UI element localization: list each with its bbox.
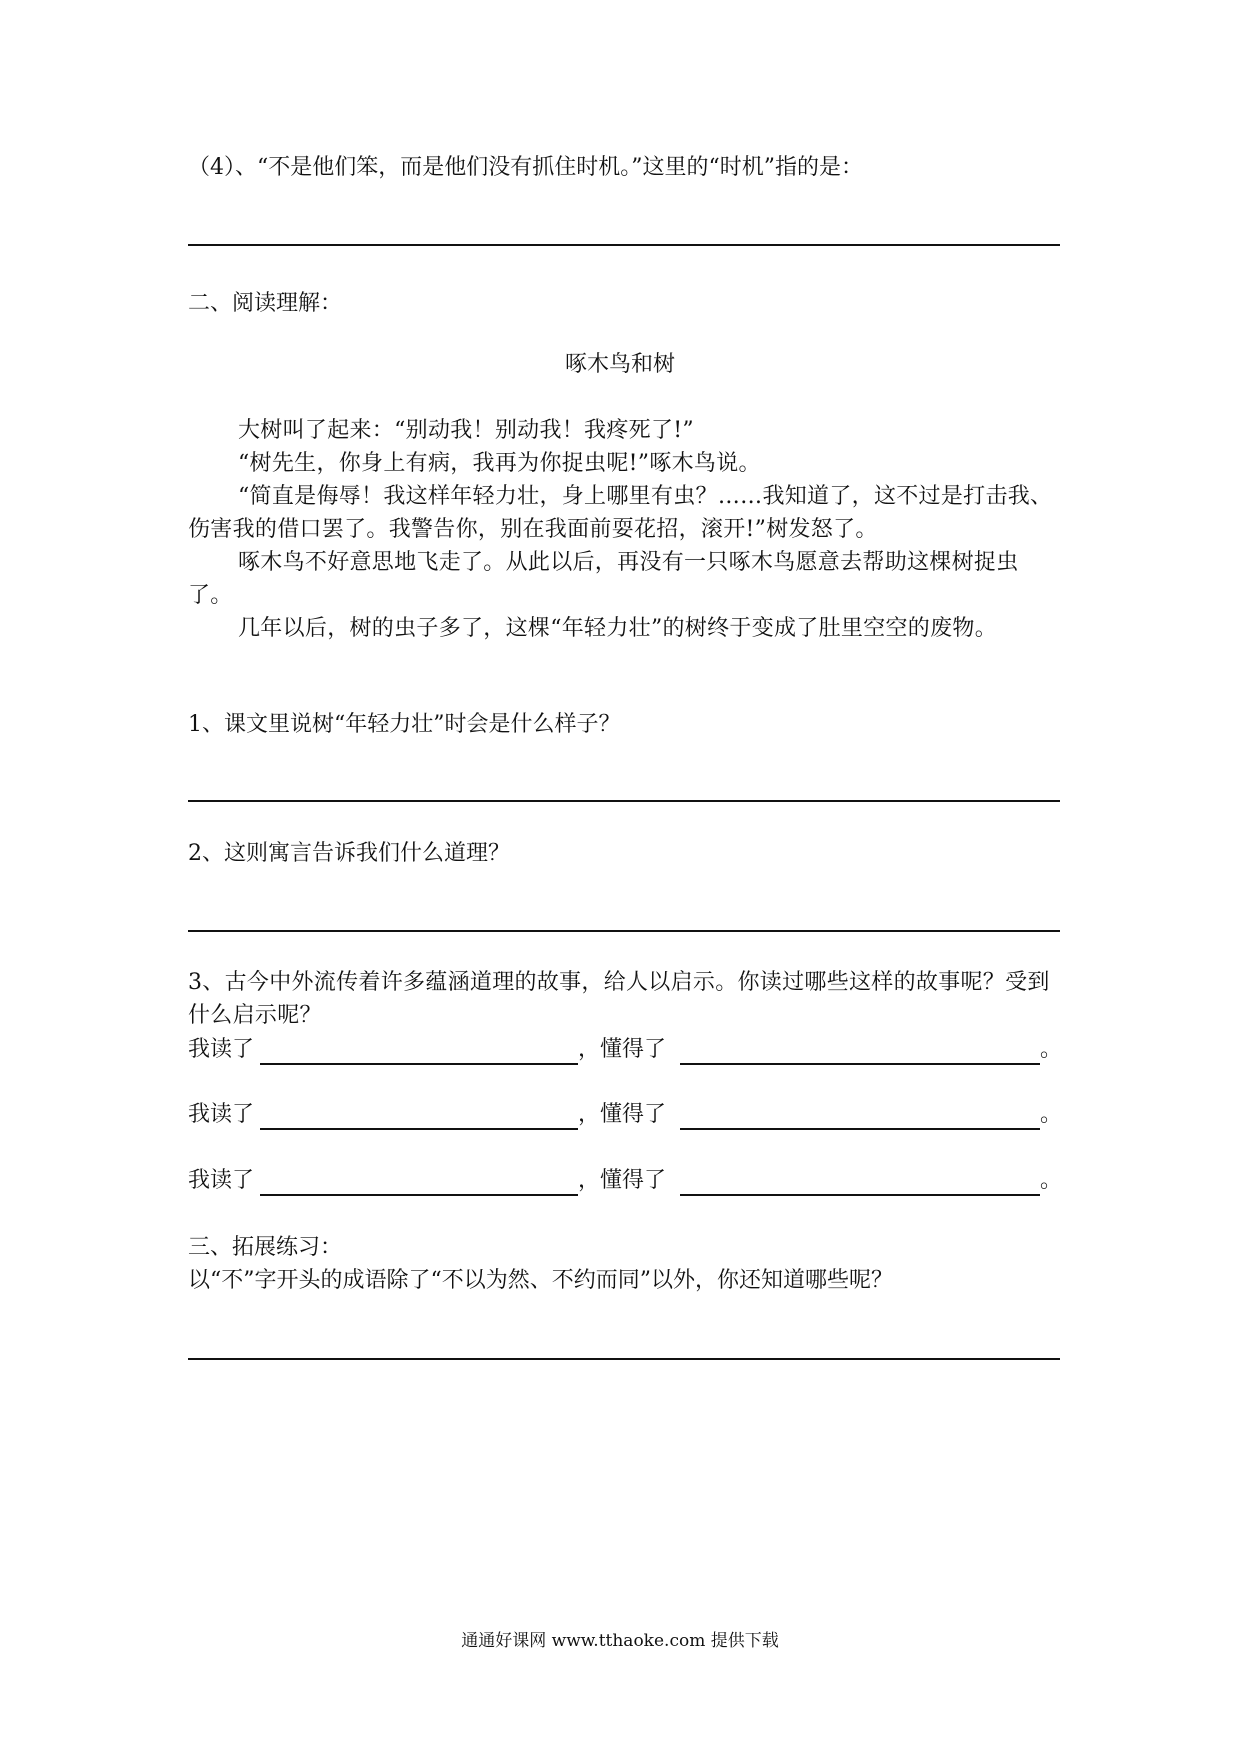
fill-row-prefix: 我读了	[188, 1102, 255, 1127]
fill-row-1	[188, 1035, 1063, 1069]
section-2-heading: 二、阅读理解：	[188, 291, 343, 316]
story-paragraph-5: 几年以后，树的虫子多了，这棵“年轻力壮”的树终于变成了肚里空空的废物。	[238, 616, 997, 641]
fill-row-suffix: 。	[1040, 1102, 1063, 1127]
fill-row-middle: ，懂得了	[578, 1102, 667, 1127]
story-title: 啄木鸟和树	[564, 352, 675, 377]
section-3-heading: 三、拓展练习：	[188, 1235, 343, 1260]
story-paragraph-4: 啄木鸟不好意思地飞走了。从此以后，再没有一只啄木鸟愿意去帮助这棵树捉虫了。	[188, 550, 1019, 608]
answer-line-section-3	[188, 1358, 1060, 1360]
lesson-blank[interactable]	[680, 1063, 1040, 1065]
book-blank[interactable]	[260, 1194, 578, 1196]
answer-line-q2	[188, 930, 1060, 932]
section-3-question: 以“不”字开头的成语除了“不以为然、不约而同”以外，你还知道哪些呢？	[188, 1268, 893, 1293]
story-paragraph-1: 大树叫了起来：“别动我！别动我！我疼死了!”	[238, 418, 694, 443]
question-1-text: 1、课文里说树“年轻力壮”时会是什么样子？	[188, 712, 621, 737]
story-paragraph-3: “简直是侮辱！我这样年轻力壮，身上哪里有虫？……我知道了，这不过是打击我、伤害我的借口罢了。我警告你，别在我面前耍花招，滚开!”树发怒了。	[188, 484, 1053, 542]
fill-row-middle: ，懂得了	[578, 1168, 667, 1193]
book-blank[interactable]	[260, 1063, 578, 1065]
fill-row-prefix: 我读了	[188, 1168, 255, 1193]
fill-row-prefix: 我读了	[188, 1037, 255, 1062]
fill-row-suffix: 。	[1040, 1168, 1063, 1193]
question-3-text: 3、古今中外流传着许多蕴涵道理的故事，给人以启示。你读过哪些这样的故事呢？受到什么启示呢？	[188, 970, 1050, 1028]
page-footer: 通通好课网 www.tthaoke.com 提供下载	[461, 1631, 779, 1651]
answer-line-q4	[188, 244, 1060, 246]
fill-row-middle: ，懂得了	[578, 1037, 667, 1062]
book-blank[interactable]	[260, 1128, 578, 1130]
fill-row-suffix: 。	[1040, 1037, 1063, 1062]
answer-line-q1	[188, 800, 1060, 802]
story-paragraph-2: “树先生，你身上有病，我再为你捉虫呢!”啄木鸟说。	[238, 451, 761, 476]
question-4-text: （4）、“不是他们笨，而是他们没有抓住时机。”这里的“时机”指的是：	[188, 155, 863, 180]
lesson-blank[interactable]	[680, 1128, 1040, 1130]
question-2-text: 2、这则寓言告诉我们什么道理？	[188, 841, 510, 866]
fill-row-3	[188, 1166, 1063, 1200]
lesson-blank[interactable]	[680, 1194, 1040, 1196]
fill-row-2	[188, 1100, 1063, 1134]
